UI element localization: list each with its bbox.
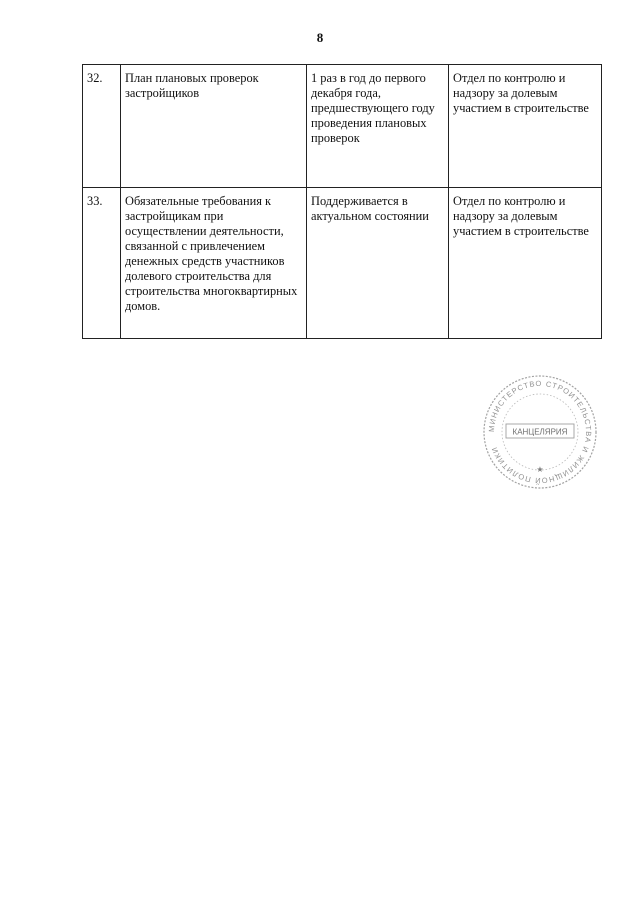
responsible-department-cell: Отдел по контролю и надзору за долевым участием в строительстве (449, 65, 602, 188)
update-frequency-cell: Поддерживается в актуальном состоянии (307, 188, 449, 339)
table-row (83, 188, 602, 339)
page-number: 8 (316, 30, 324, 45)
responsible-department-cell: Отдел по контролю и надзору за долевым участием в строительстве (449, 188, 602, 339)
document-table (82, 64, 602, 339)
row-number: 33. (83, 188, 121, 339)
office-stamp (480, 372, 600, 492)
document-name-cell: Обязательные требования к застройщикам при осуществлении деятельности, связанной с привлечением денежных средств участников долевого строительства для строительства многоквартирных домов. (121, 188, 307, 339)
table-row (83, 65, 602, 188)
stamp-center-text: КАНЦЕЛЯРИЯ (512, 427, 568, 437)
stamp-ring-text: МИНИСТЕРСТВО СТРОИТЕЛЬСТВА И ЖИЛИЩНОЙ ПОЛИТИКИ (486, 378, 594, 486)
row-number: 32. (83, 65, 121, 188)
star-icon: ★ (536, 465, 544, 474)
document-name-cell: План плановых проверок застройщиков (121, 65, 307, 188)
update-frequency-cell: 1 раз в год до первого декабря года, предшествующего году проведения плановых проверок (307, 65, 449, 188)
